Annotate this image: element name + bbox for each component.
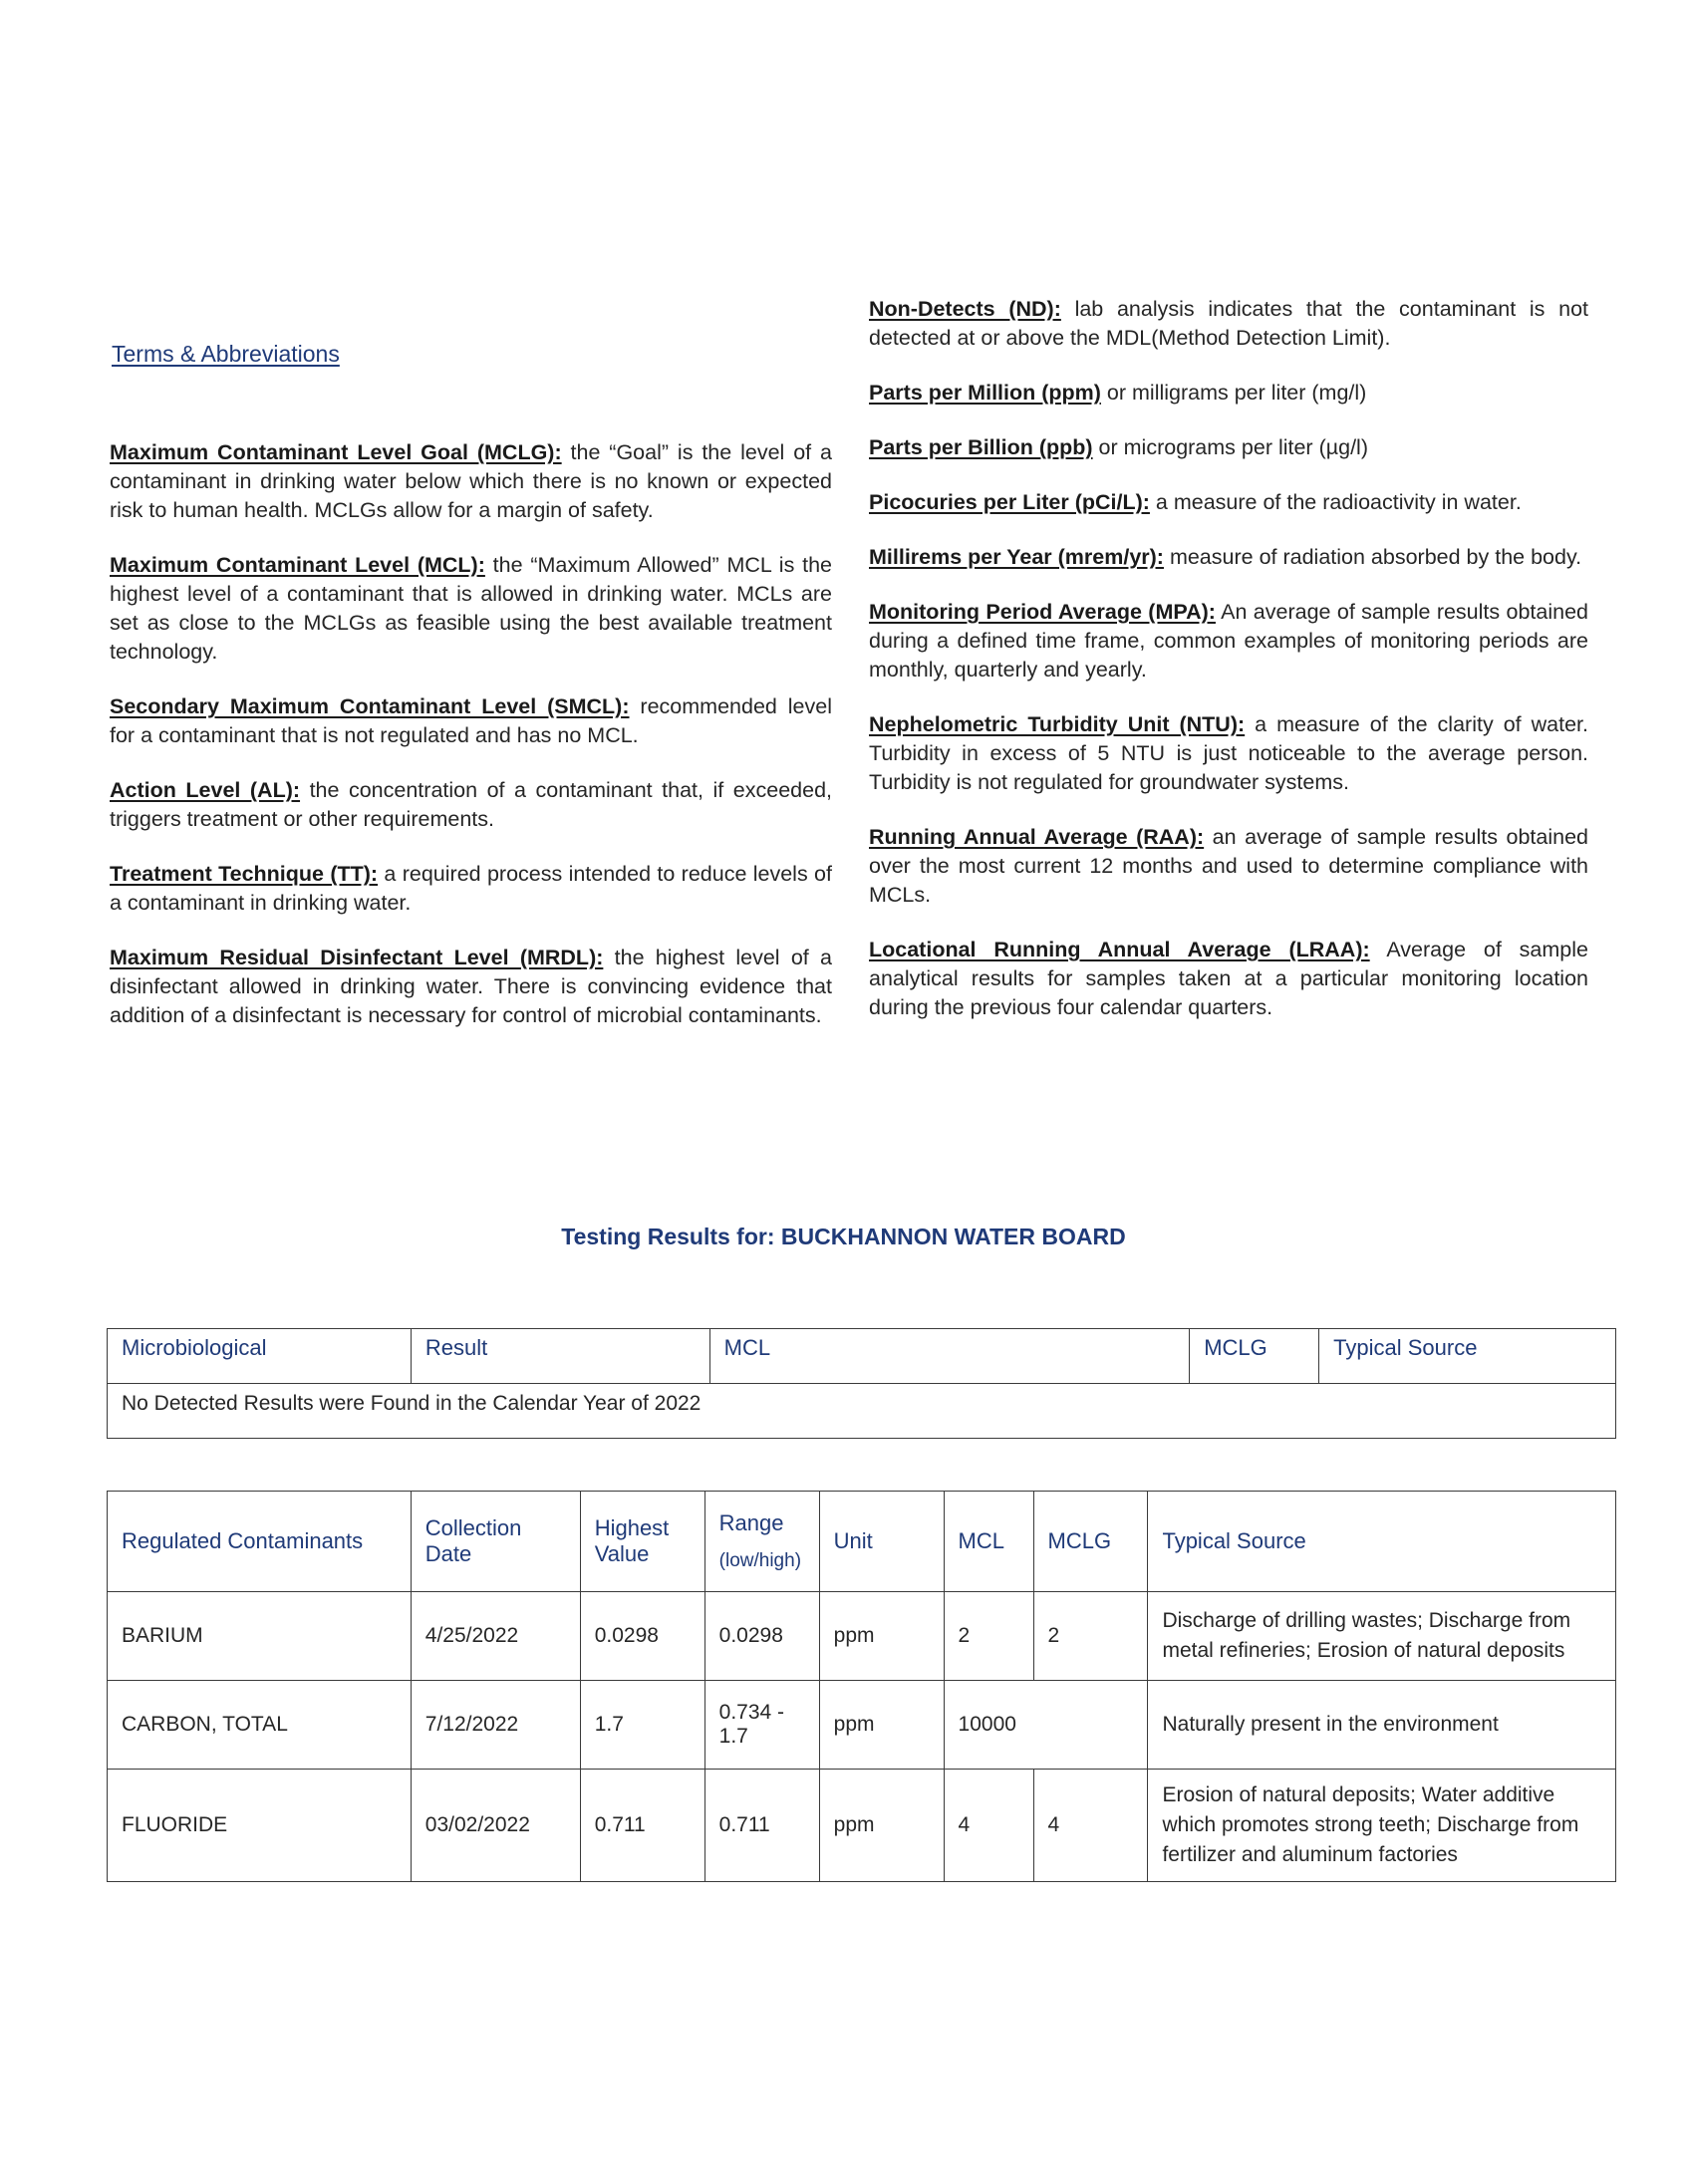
term-raa xyxy=(869,823,1588,910)
term-definition: recommended level for a contaminant that is not regulated and has no MCL. xyxy=(110,694,832,747)
term-definition: the concentration of a contaminant that, if exceeded, triggers treatment or other requirements. xyxy=(110,778,832,831)
term-name: Parts per Million (ppm) xyxy=(869,381,1101,405)
regulated-contaminants-table xyxy=(107,1491,1616,1882)
term-ppb xyxy=(869,433,1588,462)
cell-typical-source: Naturally present in the environment xyxy=(1148,1681,1616,1770)
cell-unit: ppm xyxy=(819,1592,944,1681)
term-name: Millirems per Year (mrem/yr): xyxy=(869,545,1164,569)
term-name: Locational Running Annual Average (LRAA): xyxy=(869,938,1370,961)
term-smcl xyxy=(110,692,832,750)
header-mclg: MCLG xyxy=(1033,1492,1148,1592)
terms-right-column xyxy=(869,295,1588,1048)
header-unit: Unit xyxy=(819,1492,944,1592)
term-definition: a required process intended to reduce levels of a contaminant in drinking water. xyxy=(110,862,832,915)
term-ntu xyxy=(869,710,1588,797)
term-name: Non-Detects (ND): xyxy=(869,297,1061,321)
term-definition: the “Maximum Allowed” MCL is the highest level of a contaminant that is allowed in drinking water. MCLs are set as close to the MCLGs as feasible using the best available treatment technology. xyxy=(110,553,832,664)
term-pci xyxy=(869,488,1588,517)
term-definition: the “Goal” is the level of a contaminant in drinking water below which there is no known or expected risk to human health. MCLGs allow for a margin of safety. xyxy=(110,440,832,522)
cell-contaminant: CARBON, TOTAL xyxy=(108,1681,412,1770)
cell-highest-value: 0.0298 xyxy=(580,1592,704,1681)
term-name: Picocuries per Liter (pCi/L): xyxy=(869,490,1150,514)
term-definition: or micrograms per liter (µg/l) xyxy=(1092,435,1368,459)
cell-mclg: 4 xyxy=(1033,1770,1148,1882)
header-range xyxy=(704,1492,819,1592)
term-definition: lab analysis indicates that the contaminant is not detected at or above the MDL(Method Detection Limit). xyxy=(869,297,1588,350)
term-mcl xyxy=(110,551,832,667)
terms-left-column xyxy=(110,438,832,1056)
term-name: Nephelometric Turbidity Unit (NTU): xyxy=(869,712,1246,736)
cell-typical-source: Discharge of drilling wastes; Discharge from metal refineries; Erosion of natural deposits xyxy=(1148,1592,1616,1681)
terms-heading: Terms & Abbreviations xyxy=(112,341,340,367)
term-mrem xyxy=(869,543,1588,572)
header-collection-date: Collection Date xyxy=(411,1492,580,1592)
results-title: Testing Results for: BUCKHANNON WATER BOARD xyxy=(561,1224,1126,1249)
cell-mcl: 2 xyxy=(944,1592,1033,1681)
term-name: Treatment Technique (TT): xyxy=(110,862,379,886)
cell-typical-source: Erosion of natural deposits; Water additive which promotes strong teeth; Discharge from fertilizer and aluminum factories xyxy=(1148,1770,1616,1882)
table-row xyxy=(108,1681,1616,1770)
term-mrdl xyxy=(110,944,832,1030)
cell-mclg: 2 xyxy=(1033,1592,1148,1681)
cell-collection-date: 7/12/2022 xyxy=(411,1681,580,1770)
header-mclg: MCLG xyxy=(1190,1329,1319,1384)
term-definition: an average of sample results obtained over the most current 12 months and used to determine compliance with MCLs. xyxy=(869,825,1588,907)
range-label: Range xyxy=(718,1510,784,1535)
term-tt xyxy=(110,860,832,918)
term-name: Secondary Maximum Contaminant Level (SMCL): xyxy=(110,694,630,718)
header-result: Result xyxy=(411,1329,709,1384)
header-mcl: MCL xyxy=(944,1492,1033,1592)
no-results-note: No Detected Results were Found in the Calendar Year of 2022 xyxy=(108,1384,1616,1439)
header-highest-value: Highest Value xyxy=(580,1492,704,1592)
cell-contaminant: FLUORIDE xyxy=(108,1770,412,1882)
cell-range: 0.711 xyxy=(704,1770,819,1882)
cell-mcl: 10000 xyxy=(944,1681,1148,1770)
term-name: Maximum Contaminant Level (MCL): xyxy=(110,553,485,577)
cell-unit: ppm xyxy=(819,1681,944,1770)
term-mclg xyxy=(110,438,832,525)
cell-collection-date: 4/25/2022 xyxy=(411,1592,580,1681)
cell-contaminant: BARIUM xyxy=(108,1592,412,1681)
term-definition: Average of sample analytical results for samples taken at a particular monitoring location during the previous four calendar quarters. xyxy=(869,938,1588,1019)
term-definition: An average of sample results obtained during a defined time frame, common examples of monitoring periods are monthly, quarterly and yearly. xyxy=(869,600,1588,682)
table-row xyxy=(108,1592,1616,1681)
term-nd xyxy=(869,295,1588,353)
term-mpa xyxy=(869,598,1588,684)
cell-mcl: 4 xyxy=(944,1770,1033,1882)
term-lraa xyxy=(869,936,1588,1022)
term-name: Maximum Contaminant Level Goal (MCLG): xyxy=(110,440,562,464)
term-name: Action Level (AL): xyxy=(110,778,301,802)
cell-range: 0.734 - 1.7 xyxy=(704,1681,819,1770)
cell-highest-value: 0.711 xyxy=(580,1770,704,1882)
term-definition: the highest level of a disinfectant allowed in drinking water. There is convincing evidence that addition of a disinfectant is necessary for control of microbial contaminants. xyxy=(110,946,832,1027)
term-name: Monitoring Period Average (MPA): xyxy=(869,600,1216,624)
term-name: Running Annual Average (RAA): xyxy=(869,825,1205,849)
microbiological-table xyxy=(107,1328,1616,1439)
table-header-row xyxy=(108,1492,1616,1592)
term-name: Parts per Billion (ppb) xyxy=(869,435,1093,459)
term-definition: measure of radiation absorbed by the body. xyxy=(1163,545,1582,569)
table-row xyxy=(108,1384,1616,1439)
cell-unit: ppm xyxy=(819,1770,944,1882)
term-definition: a measure of the clarity of water. Turbidity in excess of 5 NTU is just noticeable to the average person. Turbidity is not regulated for groundwater systems. xyxy=(869,712,1588,794)
term-definition: a measure of the radioactivity in water. xyxy=(1149,490,1522,514)
header-mcl: MCL xyxy=(709,1329,1190,1384)
cell-range: 0.0298 xyxy=(704,1592,819,1681)
cell-collection-date: 03/02/2022 xyxy=(411,1770,580,1882)
table-row xyxy=(108,1770,1616,1882)
header-microbiological: Microbiological xyxy=(108,1329,412,1384)
header-regulated-contaminants: Regulated Contaminants xyxy=(108,1492,412,1592)
term-al xyxy=(110,776,832,834)
table-header-row xyxy=(108,1329,1616,1384)
term-name: Maximum Residual Disinfectant Level (MRDL): xyxy=(110,946,604,969)
header-typical-source: Typical Source xyxy=(1148,1492,1616,1592)
term-definition: or milligrams per liter (mg/l) xyxy=(1100,381,1367,405)
cell-highest-value: 1.7 xyxy=(580,1681,704,1770)
header-typical-source: Typical Source xyxy=(1319,1329,1616,1384)
term-ppm xyxy=(869,379,1588,408)
range-sublabel: (low/high) xyxy=(718,1550,802,1571)
